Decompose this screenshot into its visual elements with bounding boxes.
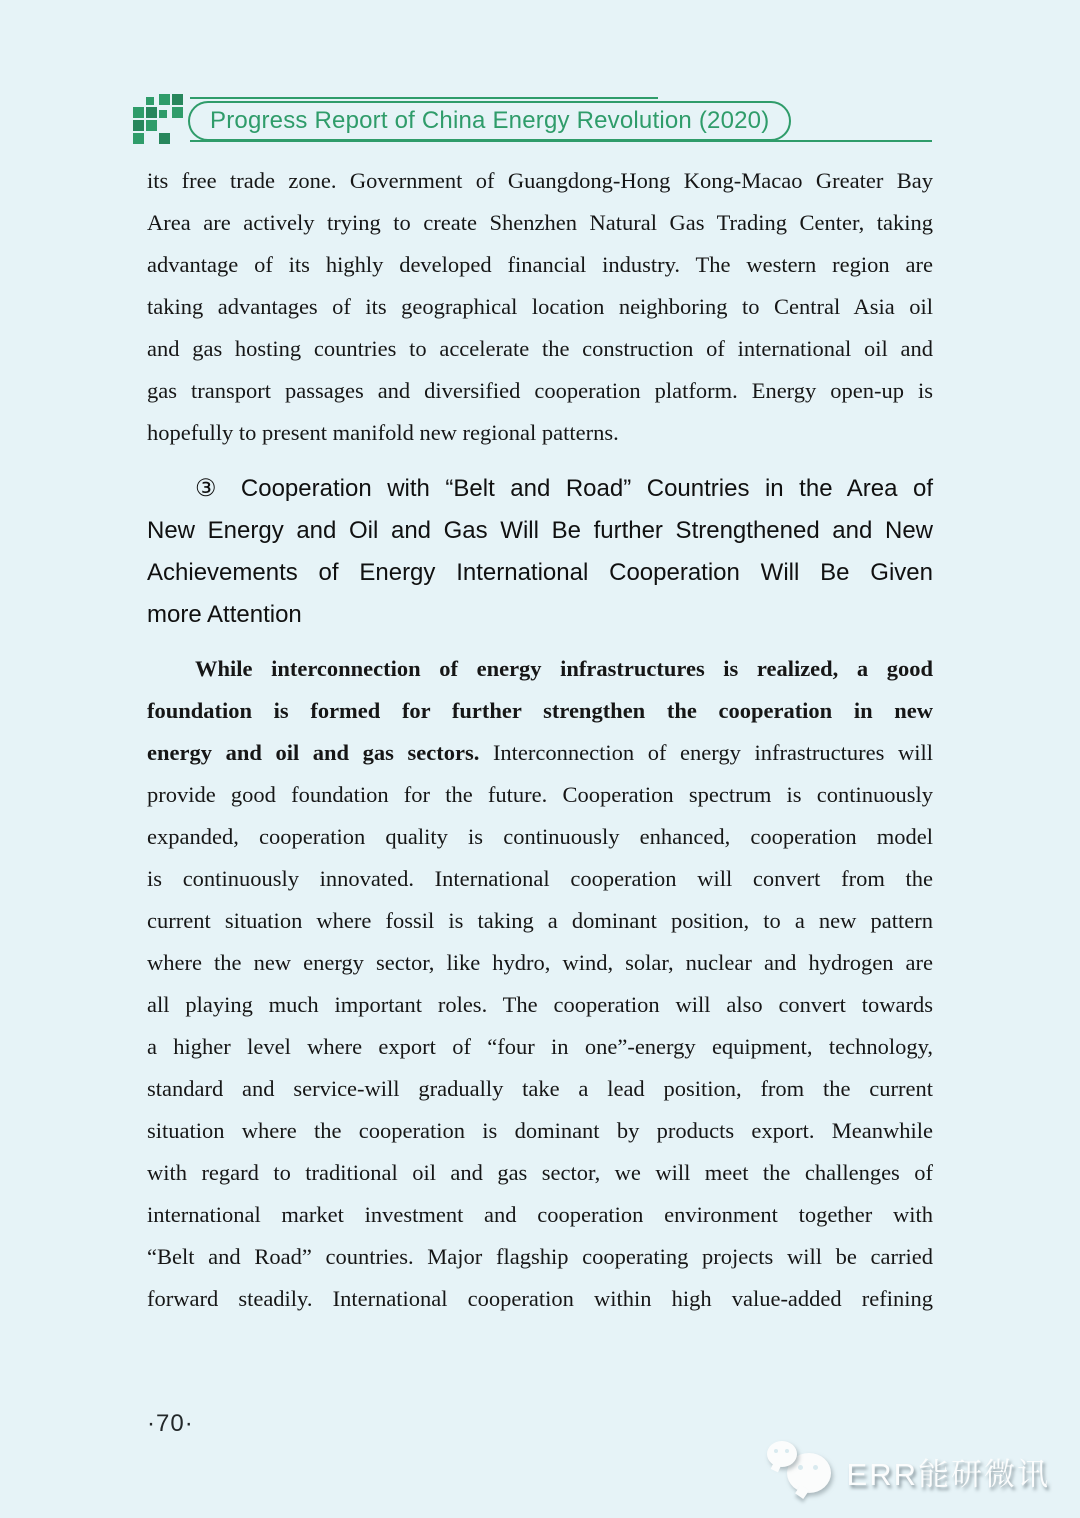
heading-line: Achievements of Energy International Cooperation Will Be Given xyxy=(147,559,933,586)
heading-line: more Attention xyxy=(147,601,302,628)
paragraph-line: advantage of its highly developed financial industry. The western region are xyxy=(147,252,933,277)
header-top-rule xyxy=(190,97,658,99)
header-title-capsule xyxy=(188,101,791,141)
paragraph-line: situation where the cooperation is dominant by products export. Meanwhile xyxy=(147,1118,933,1143)
regular-run: Interconnection of energy infrastructures will xyxy=(479,740,933,765)
paragraph-line: forward steadily. International cooperation within high value-added refining xyxy=(147,1286,933,1311)
paragraph-line: all playing much important roles. The cooperation will also convert towards xyxy=(147,992,933,1017)
paragraph-line: foundation is formed for further strengthen the cooperation in new xyxy=(147,698,933,723)
body-paragraph-1 xyxy=(147,160,933,454)
paragraph-line: “Belt and Road” countries. Major flagship cooperating projects will be carried xyxy=(147,1244,933,1269)
wechat-bubbles-icon xyxy=(767,1441,833,1501)
paragraph-line: and gas hosting countries to accelerate the construction of international oil and xyxy=(147,336,933,361)
paragraph-line: a higher level where export of “four in one”-energy equipment, technology, xyxy=(147,1034,933,1059)
report-logo-icon xyxy=(133,94,187,148)
header-bottom-rule xyxy=(190,140,932,142)
paragraph-line: standard and service-will gradually take a lead position, from the current xyxy=(147,1076,933,1101)
paragraph-line: where the new energy sector, like hydro, wind, solar, nuclear and hydrogen are xyxy=(147,950,933,975)
section-heading xyxy=(147,468,933,636)
watermark xyxy=(767,1441,1050,1501)
paragraph-line: While interconnection of energy infrastructures is realized, a good xyxy=(195,656,933,681)
watermark-text: ERR能研微讯 xyxy=(846,1456,1050,1492)
heading-line: New Energy and Oil and Gas Will Be further Strengthened and New xyxy=(147,517,933,544)
paragraph-line: international market investment and cooperation environment together with xyxy=(147,1202,933,1227)
paragraph-line xyxy=(147,732,933,774)
page-number: ·70· xyxy=(147,1410,194,1437)
bold-run: energy and oil and gas sectors. xyxy=(147,740,480,765)
paragraph-line: current situation where fossil is taking a dominant position, to a new pattern xyxy=(147,908,933,933)
paragraph-line: provide good foundation for the future. Cooperation spectrum is continuously xyxy=(147,782,933,807)
paragraph-line: hopefully to present manifold new regional patterns. xyxy=(147,420,619,445)
body-paragraph-2 xyxy=(147,648,933,1320)
paragraph-line: is continuously innovated. International cooperation will convert from the xyxy=(147,866,933,891)
paragraph-line: Area are actively trying to create Shenzhen Natural Gas Trading Center, taking xyxy=(147,210,933,235)
paragraph-line: gas transport passages and diversified cooperation platform. Energy open-up is xyxy=(147,378,933,403)
report-title: Progress Report of China Energy Revolution (2020) xyxy=(210,107,770,134)
paragraph-line: its free trade zone. Government of Guangdong-Hong Kong-Macao Greater Bay xyxy=(147,168,933,193)
paragraph-line: taking advantages of its geographical location neighboring to Central Asia oil xyxy=(147,294,933,319)
paragraph-line: with regard to traditional oil and gas sector, we will meet the challenges of xyxy=(147,1160,933,1185)
paragraph-line: expanded, cooperation quality is continuously enhanced, cooperation model xyxy=(147,824,933,849)
heading-line: ③ Cooperation with “Belt and Road” Countries in the Area of xyxy=(195,475,933,502)
